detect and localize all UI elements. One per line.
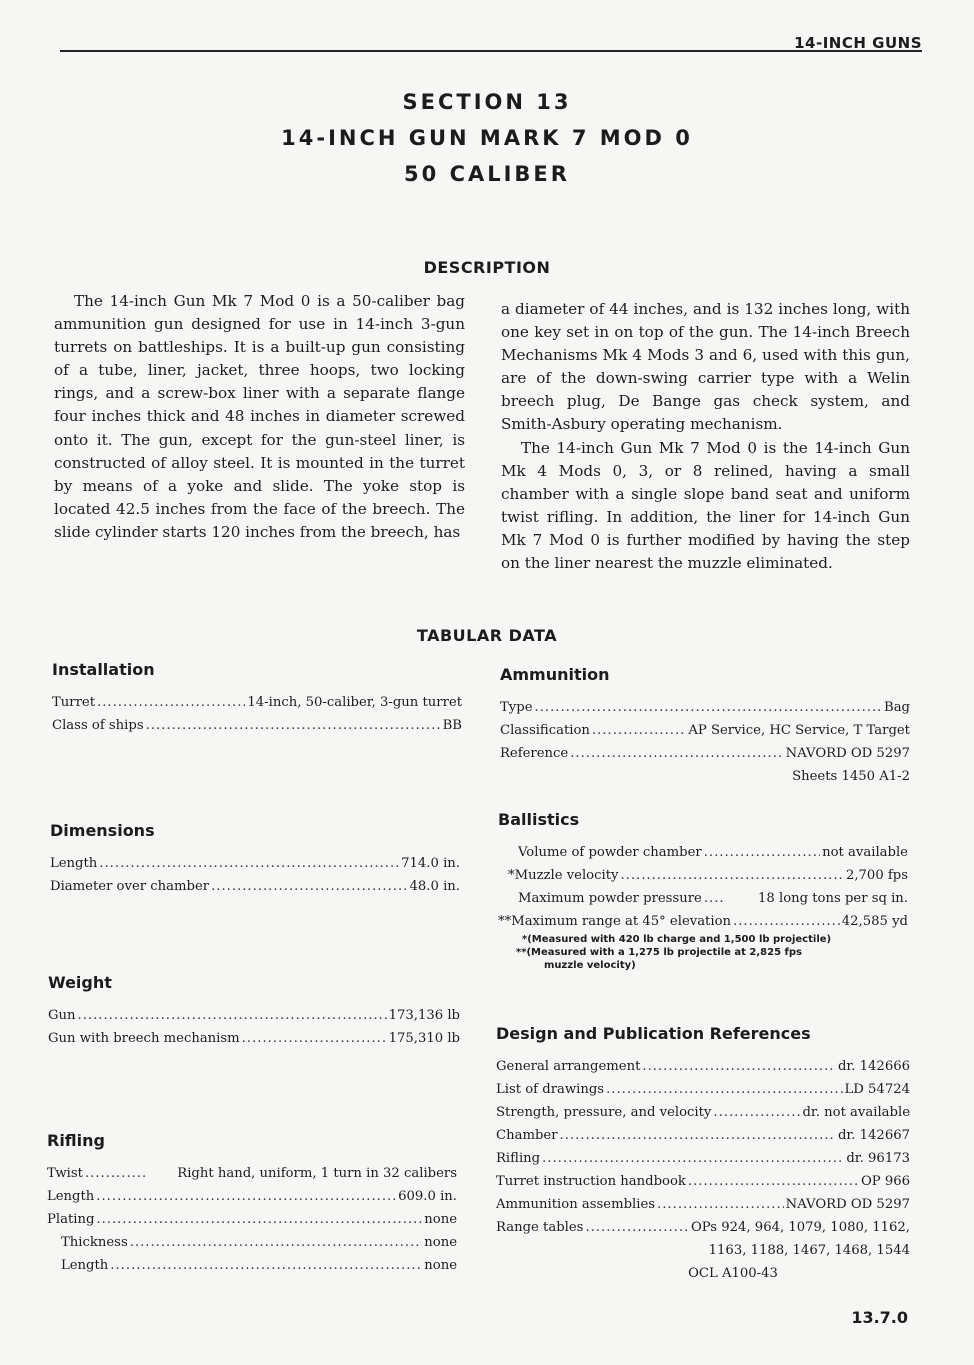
table-row: **Maximum range at 45° elevation ..... 42,585 yd [498,910,908,933]
header-rule [60,50,922,52]
running-head: 14-INCH GUNS [794,34,922,52]
dimensions-section [50,821,460,898]
table-row: Rifling ..... dr. 96173 [496,1147,910,1170]
rifling-title: Rifling [47,1131,105,1150]
reference-continuation: Sheets 1450 A1-2 [792,769,910,784]
table-row: Gun ..... 173,136 lb [48,1004,460,1027]
installation-section [52,660,462,737]
references-title: Design and Publication References [496,1024,811,1043]
table-row: Plating ..... none [47,1208,457,1231]
table-row: Ammunition assemblies ..... NAVORD OD 5297 [496,1193,910,1216]
section-title: 14-INCH GUN MARK 7 MOD 0 [281,126,693,150]
table-row: Reference ..... NAVORD OD 5297 [500,742,910,765]
tabular-heading: TABULAR DATA [416,626,558,645]
dimensions-title: Dimensions [50,821,155,840]
table-row: Diameter over chamber ..... 48.0 in. [50,875,460,898]
page-number: 13.7.0 [851,1308,908,1327]
rifling-section [47,1131,457,1277]
description-paragraph-1: The 14-inch Gun Mk 7 Mod 0 is a 50-caliber bag ammunition gun designed for use in 14-inch 3-gun turrets on battleships. It is a built-up gun consisting of a tube, liner, jacket, three hoops, two locking rings, and a screw-box liner with a separate flange four inches thick and 48 inches in diameter screwed onto it. The gun, except for the gun-steel liner, is constructed of alloy steel. It is mounted in the turret by means of a yoke and slide. The yoke stop is located 42.5 inches from the face of the breech. The slide cylinder starts 120 inches from the breech, has [54,292,465,541]
table-row: Maximum powder pressure ..... 18 long tons per sq in. [498,887,908,910]
table-row: Range tables ..... OPs 924, 964, 1079, 1080, 1162, [496,1216,910,1239]
table-row: Gun with breech mechanism ..... 175,310 lb [48,1027,460,1050]
table-row: *Muzzle velocity ..... 2,700 fps [498,864,908,887]
weight-section [48,973,460,1050]
weight-title: Weight [48,973,112,992]
table-row: Twist ..... Right hand, uniform, 1 turn in 32 calibers [47,1162,457,1185]
title-block [0,84,974,192]
table-row: List of drawings ..... LD 54724 [496,1078,910,1101]
description-paragraph-2: The 14-inch Gun Mk 7 Mod 0 is the 14-inch Gun Mk 4 Mods 0, 3, or 8 relined, having a small chamber with a single slope band seat and uniform twist rifling. In addition, the liner for 14-inch Gun Mk 7 Mod 0 is further modified by having the step on the liner nearest the muzzle eliminated. [501,438,910,573]
table-row: General arrangement ..... dr. 142666 [496,1055,910,1078]
table-row: Volume of powder chamber ..... not available [498,841,908,864]
table-row: Turret ..... 14-inch, 50-caliber, 3-gun turret [52,691,462,714]
ammunition-section [500,665,910,788]
footnote: *(Measured with 420 lb charge and 1,500 lb projectile) [522,934,832,945]
description-right-column [501,298,910,575]
table-row: Length ..... none [47,1254,457,1277]
description-heading: DESCRIPTION [423,258,551,277]
footnote-continuation: muzzle velocity) [544,960,636,971]
table-row: Type ..... Bag [500,696,910,719]
section-subtitle: 50 CALIBER [404,162,570,186]
ballistics-title: Ballistics [498,810,580,829]
table-row: Chamber ..... dr. 142667 [496,1124,910,1147]
table-row: Turret instruction handbook ..... OP 966 [496,1170,910,1193]
range-tables-continuation-2: OCL A100-43 [688,1266,778,1281]
description-left-column [54,290,465,544]
table-row: Length ..... 714.0 in. [50,852,460,875]
range-tables-continuation: 1163, 1188, 1467, 1468, 1544 [708,1243,910,1258]
table-row: Class of ships ..... BB [52,714,462,737]
ballistics-section [498,810,908,972]
footnote: **(Measured with a 1,275 lb projectile at 2,825 fps [516,947,802,958]
references-section [496,1024,910,1285]
table-row: Classification ..... AP Service, HC Service, T Target [500,719,910,742]
installation-title: Installation [52,660,155,679]
section-number: SECTION 13 [402,90,572,114]
table-row: Strength, pressure, and velocity ..... dr. not available [496,1101,910,1124]
table-row: Thickness ..... none [47,1231,457,1254]
table-row: Length ..... 609.0 in. [47,1185,457,1208]
description-paragraph-1-cont: a diameter of 44 inches, and is 132 inches long, with one key set in on top of the gun. The 14-inch Breech Mechanisms Mk 4 Mods 3 and 6, used with this gun, are of the down-swing carrier type with a Welin breech plug, De Bange gas check system, and Smith-Asbury operating mechanism. [501,300,910,434]
ammunition-title: Ammunition [500,665,610,684]
